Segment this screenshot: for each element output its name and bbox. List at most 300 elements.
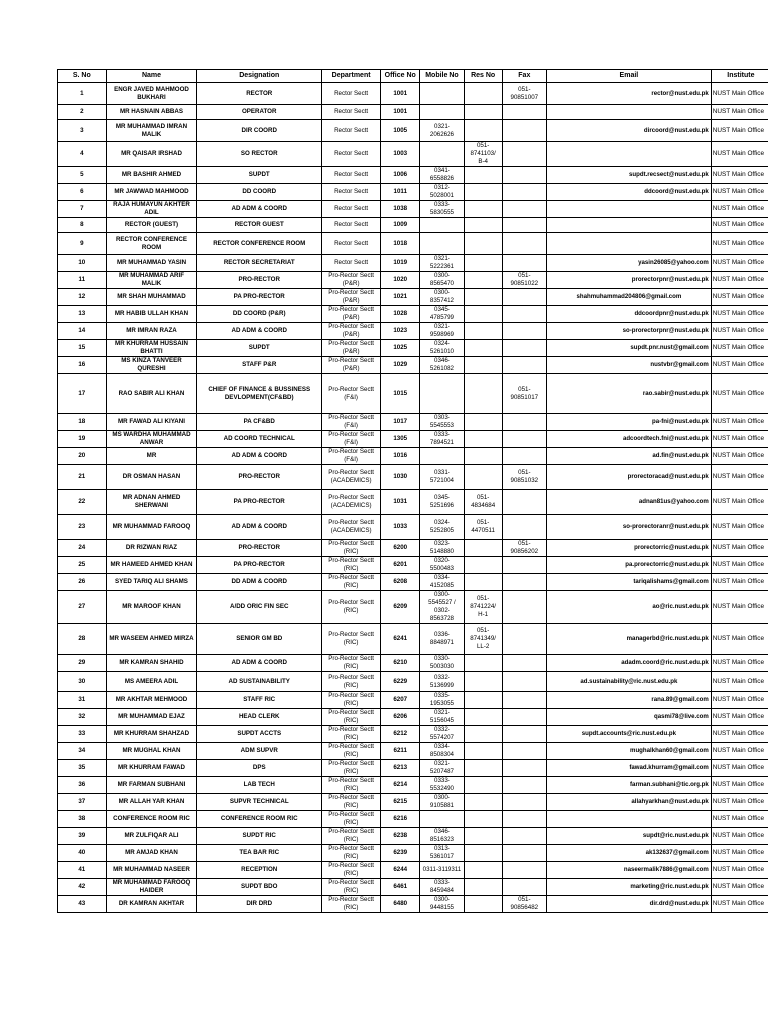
cell-name: MR MAROOF KHAN: [106, 591, 197, 624]
cell-office-no: 6239: [381, 845, 420, 862]
cell-fax: [502, 709, 546, 726]
cell-designation: A/DD ORIC FIN SEC: [197, 591, 322, 624]
table-body: [58, 83, 768, 913]
cell-office-no: 1030: [381, 465, 420, 490]
table-row: [58, 777, 768, 794]
cell-sno: 4: [58, 142, 107, 167]
table-row: [58, 862, 768, 879]
cell-name: MR MUHAMMAD ARIF MALIK: [106, 272, 197, 289]
cell-office-no: 1003: [381, 142, 420, 167]
cell-office-no: 6206: [381, 709, 420, 726]
cell-office-no: 1017: [381, 414, 420, 431]
cell-designation: SO RECTOR: [197, 142, 322, 167]
cell-name: MR BASHIR AHMED: [106, 167, 197, 184]
cell-fax: [502, 201, 546, 218]
cell-res-no: [464, 431, 502, 448]
cell-email[interactable]: mughalkhan60@gmail.com: [547, 743, 712, 760]
cell-mobile-no: 0334-4152085: [420, 574, 464, 591]
cell-email[interactable]: qasmi78@live.com: [547, 709, 712, 726]
cell-department: Pro-Rector Sectt (RIC): [322, 692, 381, 709]
cell-office-no: 1016: [381, 448, 420, 465]
cell-office-no: 6211: [381, 743, 420, 760]
cell-office-no: 6201: [381, 557, 420, 574]
cell-institute: NUST Main Office: [711, 655, 768, 672]
cell-designation: STAFF RIC: [197, 692, 322, 709]
table-row: [58, 574, 768, 591]
cell-office-no: 6212: [381, 726, 420, 743]
cell-email[interactable]: adcoordtech.fni@nust.edu.pk: [547, 431, 712, 448]
cell-institute: NUST Main Office: [711, 896, 768, 913]
cell-designation: SUPDT: [197, 167, 322, 184]
cell-sno: 27: [58, 591, 107, 624]
cell-sno: 38: [58, 811, 107, 828]
cell-designation: DD COORD: [197, 184, 322, 201]
table-row: [58, 794, 768, 811]
cell-institute: NUST Main Office: [711, 672, 768, 692]
cell-name: MR KHURRAM SHAHZAD: [106, 726, 197, 743]
table-row: [58, 515, 768, 540]
cell-email[interactable]: farman.subhani@tic.org.pk: [547, 777, 712, 794]
cell-sno: 25: [58, 557, 107, 574]
cell-mobile-no: [420, 218, 464, 233]
cell-designation: DD COORD (P&R): [197, 306, 322, 323]
cell-email[interactable]: marketing@ric.nust.edu.pk: [547, 879, 712, 896]
cell-office-no: 6480: [381, 896, 420, 913]
cell-fax: [502, 218, 546, 233]
cell-designation: PA PRO-RECTOR: [197, 557, 322, 574]
cell-office-no: 1029: [381, 357, 420, 374]
cell-designation: PRO-RECTOR: [197, 465, 322, 490]
table-row: [58, 465, 768, 490]
header-row: [58, 70, 768, 83]
col-header-res-no: Res No: [464, 70, 502, 83]
cell-fax: [502, 777, 546, 794]
cell-fax: [502, 655, 546, 672]
cell-office-no: 1015: [381, 374, 420, 414]
cell-email[interactable]: shahmuhammad204806@gmail.com: [547, 289, 712, 306]
table-row: [58, 255, 768, 272]
cell-sno: 11: [58, 272, 107, 289]
cell-department: Pro-Rector Sectt (RIC): [322, 557, 381, 574]
cell-name: MR MUHAMMAD IMRAN MALIK: [106, 120, 197, 142]
table-row: [58, 414, 768, 431]
cell-office-no: 6229: [381, 672, 420, 692]
cell-fax: [502, 289, 546, 306]
cell-institute: NUST Main Office: [711, 811, 768, 828]
cell-designation: ADM SUPVR: [197, 743, 322, 760]
cell-office-no: 6461: [381, 879, 420, 896]
cell-institute: NUST Main Office: [711, 862, 768, 879]
table-row: [58, 743, 768, 760]
cell-sno: 16: [58, 357, 107, 374]
cell-email[interactable]: tariqalishams@gmail.com: [547, 574, 712, 591]
cell-name: MR ADNAN AHMED SHERWANI: [106, 490, 197, 515]
cell-department: Rector Sectt: [322, 142, 381, 167]
cell-mobile-no: [420, 142, 464, 167]
table-row: [58, 142, 768, 167]
cell-office-no: 1020: [381, 272, 420, 289]
cell-department: Pro-Rector Sectt (RIC): [322, 624, 381, 655]
cell-sno: 10: [58, 255, 107, 272]
cell-fax: [502, 624, 546, 655]
cell-email[interactable]: prorectorpnr@nust.edu.pk: [547, 272, 712, 289]
cell-institute: NUST Main Office: [711, 184, 768, 201]
cell-name: MR KHURRAM HUSSAIN BHATTI: [106, 340, 197, 357]
cell-office-no: 1019: [381, 255, 420, 272]
cell-name: DR OSMAN HASAN: [106, 465, 197, 490]
cell-institute: NUST Main Office: [711, 709, 768, 726]
cell-email[interactable]: dir.drd@nust.edu.pk: [547, 896, 712, 913]
cell-mobile-no: 0330-5003030: [420, 655, 464, 672]
cell-institute: NUST Main Office: [711, 340, 768, 357]
cell-designation: HEAD CLERK: [197, 709, 322, 726]
cell-res-no: [464, 557, 502, 574]
cell-name: MR FAWAD ALI KIYANI: [106, 414, 197, 431]
cell-name: MR MUHAMMAD FAROOQ HAIDER: [106, 879, 197, 896]
cell-mobile-no: 0321-5207487: [420, 760, 464, 777]
cell-institute: NUST Main Office: [711, 374, 768, 414]
cell-mobile-no: 0345-5251696: [420, 490, 464, 515]
cell-fax: 051-90851032: [502, 465, 546, 490]
cell-email[interactable]: ad.sustainability@ric.nust.edu.pk: [547, 672, 712, 692]
cell-office-no: 1011: [381, 184, 420, 201]
cell-department: Rector Sectt: [322, 201, 381, 218]
cell-name: MR IMRAN RAZA: [106, 323, 197, 340]
cell-department: Pro-Rector Sectt (RIC): [322, 540, 381, 557]
cell-office-no: 6210: [381, 655, 420, 672]
cell-email[interactable]: ao@ric.nust.edu.pk: [547, 591, 712, 624]
cell-email[interactable]: [547, 218, 712, 233]
col-header-sno: S. No: [58, 70, 107, 83]
cell-department: Pro-Rector Sectt (RIC): [322, 743, 381, 760]
cell-designation: SUPDT BDO: [197, 879, 322, 896]
cell-email[interactable]: supdt.accounts@ric.nust.edu.pk: [547, 726, 712, 743]
cell-mobile-no: [420, 105, 464, 120]
cell-email[interactable]: adnan81us@yahoo.com: [547, 490, 712, 515]
cell-name: MS AMEERA ADIL: [106, 672, 197, 692]
cell-department: Pro-Rector Sectt (RIC): [322, 709, 381, 726]
table-row: [58, 828, 768, 845]
cell-designation: AD ADM & COORD: [197, 515, 322, 540]
cell-email[interactable]: pa.prorectorric@nust.edu.pk: [547, 557, 712, 574]
table-row: [58, 289, 768, 306]
cell-email[interactable]: allahyarkhan@nust.edu.pk: [547, 794, 712, 811]
cell-email[interactable]: pa-fni@nust.edu.pk: [547, 414, 712, 431]
cell-department: Rector Sectt: [322, 255, 381, 272]
table-row: [58, 879, 768, 896]
cell-designation: SUPVR TECHNICAL: [197, 794, 322, 811]
cell-designation: AD SUSTAINABILITY: [197, 672, 322, 692]
table-row: [58, 760, 768, 777]
cell-institute: NUST Main Office: [711, 879, 768, 896]
cell-res-no: 051-8741349/ LL-2: [464, 624, 502, 655]
cell-designation: AD ADM & COORD: [197, 655, 322, 672]
cell-office-no: 1033: [381, 515, 420, 540]
cell-email[interactable]: managerbd@ric.nust.edu.pk: [547, 624, 712, 655]
cell-mobile-no: 0333-5532490: [420, 777, 464, 794]
col-header-name: Name: [106, 70, 197, 83]
cell-institute: NUST Main Office: [711, 201, 768, 218]
cell-office-no: 6207: [381, 692, 420, 709]
cell-fax: [502, 142, 546, 167]
cell-institute: NUST Main Office: [711, 465, 768, 490]
cell-sno: 18: [58, 414, 107, 431]
table-row: [58, 184, 768, 201]
cell-mobile-no: 0331-5721004: [420, 465, 464, 490]
cell-email[interactable]: rao.sabir@nust.edu.pk: [547, 374, 712, 414]
cell-sno: 37: [58, 794, 107, 811]
cell-res-no: [464, 357, 502, 374]
cell-name: MR HABIB ULLAH KHAN: [106, 306, 197, 323]
cell-department: Pro-Rector Sectt (F&I): [322, 431, 381, 448]
cell-institute: NUST Main Office: [711, 142, 768, 167]
table-row: [58, 272, 768, 289]
cell-res-no: [464, 184, 502, 201]
cell-sno: 33: [58, 726, 107, 743]
cell-res-no: [464, 794, 502, 811]
cell-sno: 3: [58, 120, 107, 142]
cell-res-no: 051-8741224/ H-1: [464, 591, 502, 624]
cell-department: Pro-Rector Sectt (P&R): [322, 306, 381, 323]
cell-res-no: [464, 672, 502, 692]
cell-office-no: 1031: [381, 490, 420, 515]
cell-institute: NUST Main Office: [711, 760, 768, 777]
table-row: [58, 374, 768, 414]
cell-email[interactable]: [547, 233, 712, 255]
cell-mobile-no: [420, 448, 464, 465]
cell-department: Rector Sectt: [322, 120, 381, 142]
cell-institute: NUST Main Office: [711, 414, 768, 431]
table-row: [58, 120, 768, 142]
cell-res-no: [464, 120, 502, 142]
cell-mobile-no: 0333-7894521: [420, 431, 464, 448]
cell-department: Pro-Rector Sectt (P&R): [322, 357, 381, 374]
col-header-email: Email: [547, 70, 712, 83]
cell-res-no: [464, 692, 502, 709]
cell-mobile-no: 0312-5028001: [420, 184, 464, 201]
cell-department: Pro-Rector Sectt (ACADEMICS): [322, 465, 381, 490]
cell-res-no: [464, 167, 502, 184]
cell-email[interactable]: [547, 105, 712, 120]
cell-mobile-no: 0332-5574207: [420, 726, 464, 743]
cell-email[interactable]: prorectoracad@nust.edu.pk: [547, 465, 712, 490]
cell-department: Pro-Rector Sectt (P&R): [322, 272, 381, 289]
cell-res-no: [464, 414, 502, 431]
cell-email[interactable]: ddcoord@nust.edu.pk: [547, 184, 712, 201]
cell-email[interactable]: naseermalik7886@gmail.com: [547, 862, 712, 879]
cell-designation: AD ADM & COORD: [197, 201, 322, 218]
cell-office-no: 6214: [381, 777, 420, 794]
cell-fax: [502, 184, 546, 201]
cell-email[interactable]: [547, 811, 712, 828]
cell-designation: PRO-RECTOR: [197, 272, 322, 289]
cell-fax: [502, 515, 546, 540]
cell-sno: 35: [58, 760, 107, 777]
cell-designation: DIR DRD: [197, 896, 322, 913]
cell-res-no: [464, 448, 502, 465]
cell-sno: 22: [58, 490, 107, 515]
cell-designation: AD ADM & COORD: [197, 323, 322, 340]
cell-fax: [502, 490, 546, 515]
table-row: [58, 167, 768, 184]
cell-email[interactable]: adadm.coord@ric.nust.edu.pk: [547, 655, 712, 672]
cell-designation: PA PRO-RECTOR: [197, 490, 322, 515]
cell-fax: [502, 340, 546, 357]
cell-mobile-no: 0321-5156045: [420, 709, 464, 726]
cell-fax: [502, 448, 546, 465]
cell-sno: 20: [58, 448, 107, 465]
cell-sno: 8: [58, 218, 107, 233]
cell-institute: NUST Main Office: [711, 692, 768, 709]
cell-institute: NUST Main Office: [711, 431, 768, 448]
table-row: [58, 811, 768, 828]
cell-fax: [502, 306, 546, 323]
cell-res-no: [464, 306, 502, 323]
cell-institute: NUST Main Office: [711, 777, 768, 794]
cell-res-no: [464, 811, 502, 828]
cell-institute: NUST Main Office: [711, 357, 768, 374]
cell-email[interactable]: [547, 201, 712, 218]
cell-department: Pro-Rector Sectt (RIC): [322, 777, 381, 794]
cell-email[interactable]: so-prorectoranr@nust.edu.pk: [547, 515, 712, 540]
cell-email[interactable]: rana.89@gmail.com: [547, 692, 712, 709]
cell-sno: 26: [58, 574, 107, 591]
cell-res-no: [464, 465, 502, 490]
cell-sno: 24: [58, 540, 107, 557]
cell-department: Rector Sectt: [322, 218, 381, 233]
cell-name: MR ALLAH YAR KHAN: [106, 794, 197, 811]
cell-email[interactable]: so-prorectorpnr@nust.edu.pk: [547, 323, 712, 340]
cell-email[interactable]: yasin26085@yahoo.com: [547, 255, 712, 272]
cell-email[interactable]: supdt@ric.nust.edu.pk: [547, 828, 712, 845]
cell-department: Rector Sectt: [322, 233, 381, 255]
directory-table: [57, 69, 768, 913]
table-row: [58, 233, 768, 255]
table-row: [58, 83, 768, 105]
cell-name: MR MUHAMMAD EJAZ: [106, 709, 197, 726]
cell-office-no: 6209: [381, 591, 420, 624]
cell-sno: 9: [58, 233, 107, 255]
cell-fax: [502, 845, 546, 862]
cell-sno: 30: [58, 672, 107, 692]
cell-institute: NUST Main Office: [711, 515, 768, 540]
cell-designation: PRO-RECTOR: [197, 540, 322, 557]
cell-department: Pro-Rector Sectt (RIC): [322, 591, 381, 624]
cell-institute: NUST Main Office: [711, 105, 768, 120]
cell-email[interactable]: ak132637@gmail.com: [547, 845, 712, 862]
cell-email[interactable]: fawad.khurram@gmail.com: [547, 760, 712, 777]
cell-name: MR KHURRAM FAWAD: [106, 760, 197, 777]
cell-email[interactable]: ddcoordpnr@nust.edu.pk: [547, 306, 712, 323]
cell-designation: CONFERENCE ROOM RIC: [197, 811, 322, 828]
cell-email[interactable]: prorectorric@nust.edu.pk: [547, 540, 712, 557]
table-row: [58, 591, 768, 624]
table-row: [58, 655, 768, 672]
col-header-mobile-no: Mobile No: [420, 70, 464, 83]
cell-email[interactable]: rector@nust.edu.pk: [547, 83, 712, 105]
cell-name: MR AKHTAR MEHMOOD: [106, 692, 197, 709]
cell-designation: LAB TECH: [197, 777, 322, 794]
cell-name: MR HAMEED AHMED KHAN: [106, 557, 197, 574]
table-row: [58, 306, 768, 323]
cell-department: Pro-Rector Sectt (P&R): [322, 340, 381, 357]
cell-res-no: [464, 828, 502, 845]
cell-res-no: [464, 218, 502, 233]
cell-mobile-no: 0346-5261082: [420, 357, 464, 374]
cell-mobile-no: 0341-6558826: [420, 167, 464, 184]
cell-designation: AD ADM & COORD: [197, 448, 322, 465]
cell-fax: [502, 760, 546, 777]
cell-sno: 1: [58, 83, 107, 105]
cell-department: Pro-Rector Sectt (RIC): [322, 672, 381, 692]
cell-fax: [502, 879, 546, 896]
cell-mobile-no: 0333-5830555: [420, 201, 464, 218]
cell-fax: [502, 862, 546, 879]
cell-department: Rector Sectt: [322, 105, 381, 120]
cell-department: Pro-Rector Sectt (RIC): [322, 574, 381, 591]
table-row: [58, 726, 768, 743]
cell-name: DR KAMRAN AKHTAR: [106, 896, 197, 913]
cell-designation: SENIOR GM BD: [197, 624, 322, 655]
cell-mobile-no: [420, 233, 464, 255]
cell-department: Pro-Rector Sectt (RIC): [322, 655, 381, 672]
cell-department: Rector Sectt: [322, 184, 381, 201]
cell-sno: 23: [58, 515, 107, 540]
cell-res-no: 051-4470511: [464, 515, 502, 540]
cell-res-no: [464, 255, 502, 272]
cell-institute: NUST Main Office: [711, 218, 768, 233]
cell-fax: [502, 794, 546, 811]
cell-office-no: 1006: [381, 167, 420, 184]
cell-department: Pro-Rector Sectt (RIC): [322, 760, 381, 777]
cell-email[interactable]: dircoord@nust.edu.pk: [547, 120, 712, 142]
cell-name: DR RIZWAN RIAZ: [106, 540, 197, 557]
cell-department: Rector Sectt: [322, 83, 381, 105]
cell-email[interactable]: [547, 142, 712, 167]
cell-mobile-no: 0320-5500483: [420, 557, 464, 574]
cell-department: Pro-Rector Sectt (RIC): [322, 845, 381, 862]
cell-email[interactable]: nustvbr@gmail.com: [547, 357, 712, 374]
cell-institute: NUST Main Office: [711, 557, 768, 574]
cell-email[interactable]: supdt.pnr.nust@gmail.com: [547, 340, 712, 357]
cell-designation: RECTOR CONFERENCE ROOM: [197, 233, 322, 255]
cell-department: Pro-Rector Sectt (RIC): [322, 862, 381, 879]
cell-mobile-no: 0300-8565470: [420, 272, 464, 289]
cell-mobile-no: 0324-5261010: [420, 340, 464, 357]
cell-department: Pro-Rector Sectt (RIC): [322, 726, 381, 743]
cell-fax: [502, 431, 546, 448]
table-row: [58, 340, 768, 357]
cell-institute: NUST Main Office: [711, 83, 768, 105]
cell-institute: NUST Main Office: [711, 574, 768, 591]
cell-res-no: [464, 289, 502, 306]
cell-email[interactable]: supdt.recsect@nust.edu.pk: [547, 167, 712, 184]
cell-name: RECTOR (GUEST): [106, 218, 197, 233]
cell-mobile-no: 0313-5361017: [420, 845, 464, 862]
cell-fax: [502, 120, 546, 142]
cell-designation: STAFF P&R: [197, 357, 322, 374]
cell-mobile-no: 0345-4785799: [420, 306, 464, 323]
cell-fax: [502, 828, 546, 845]
table-row: [58, 709, 768, 726]
cell-sno: 39: [58, 828, 107, 845]
cell-sno: 6: [58, 184, 107, 201]
cell-res-no: [464, 862, 502, 879]
cell-email[interactable]: ad.fin@nust.edu.pk: [547, 448, 712, 465]
cell-office-no: 1028: [381, 306, 420, 323]
cell-institute: NUST Main Office: [711, 726, 768, 743]
cell-name: MR MUHAMMAD FAROOQ: [106, 515, 197, 540]
